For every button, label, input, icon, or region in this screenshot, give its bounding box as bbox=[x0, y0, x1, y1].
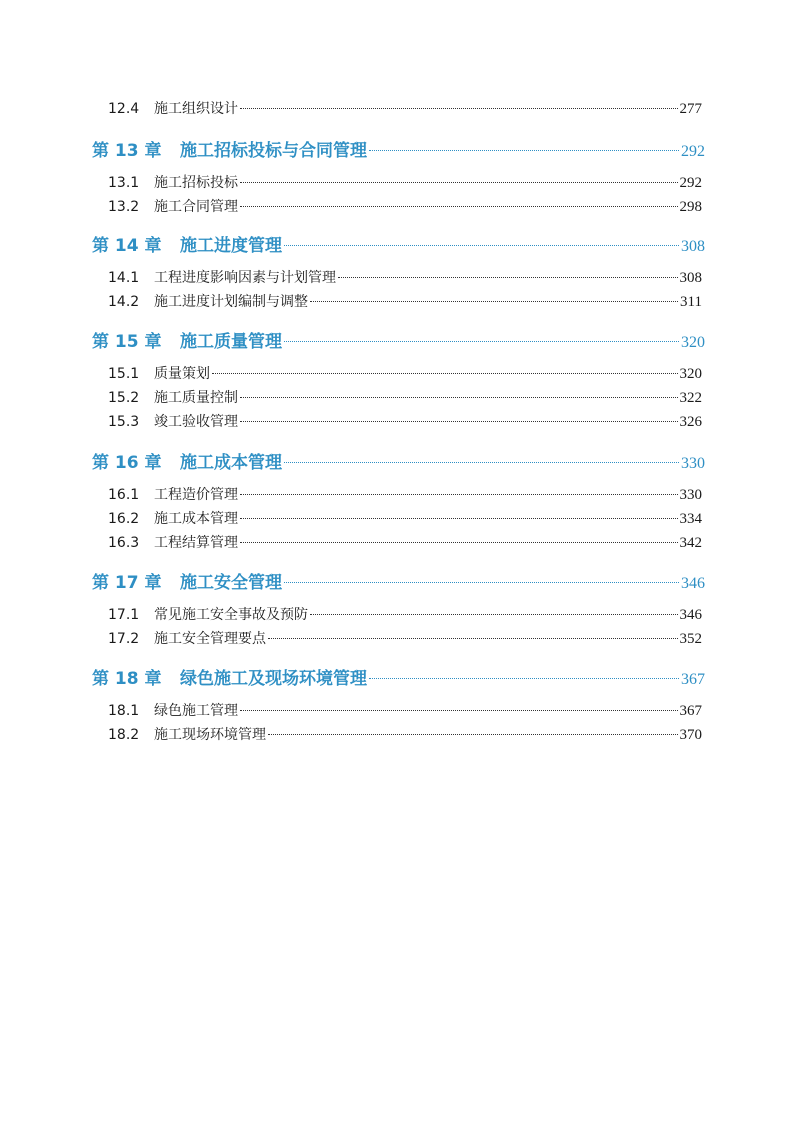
section-title: 施工组织设计 bbox=[154, 101, 238, 117]
toc-section-14-1[interactable] bbox=[108, 267, 702, 287]
toc-section-15-2[interactable] bbox=[108, 387, 702, 407]
chapter-number: 第 13 章 bbox=[92, 141, 162, 161]
chapter-title: 施工安全管理 bbox=[180, 573, 282, 593]
toc-chapter-13[interactable] bbox=[92, 136, 705, 161]
page-number: 330 bbox=[679, 487, 702, 503]
toc-section-18-2[interactable] bbox=[108, 724, 702, 744]
toc-section-12-4[interactable] bbox=[108, 98, 702, 118]
page-number: 311 bbox=[680, 294, 702, 310]
section-title: 常见施工安全事故及预防 bbox=[154, 607, 308, 623]
toc-section-17-1[interactable] bbox=[108, 604, 702, 624]
dot-leader bbox=[284, 245, 679, 246]
page-number: 308 bbox=[681, 238, 705, 255]
page-number: 342 bbox=[679, 535, 702, 551]
dot-leader bbox=[310, 301, 678, 302]
page-number: 367 bbox=[681, 671, 705, 688]
dot-leader bbox=[240, 518, 678, 519]
section-title: 施工安全管理要点 bbox=[154, 631, 266, 647]
section-number: 14.2 bbox=[108, 294, 140, 310]
dot-leader bbox=[212, 373, 678, 374]
toc-section-15-1[interactable] bbox=[108, 363, 702, 383]
dot-leader bbox=[369, 150, 679, 151]
dot-leader bbox=[284, 582, 679, 583]
chapter-number: 第 14 章 bbox=[92, 236, 162, 256]
section-number: 15.1 bbox=[108, 366, 140, 382]
page-number: 277 bbox=[679, 101, 702, 117]
toc-section-13-2[interactable] bbox=[108, 196, 702, 216]
page-number: 292 bbox=[681, 143, 705, 160]
chapter-title: 施工招标投标与合同管理 bbox=[180, 141, 367, 161]
section-number: 17.1 bbox=[108, 607, 140, 623]
toc-section-17-2[interactable] bbox=[108, 628, 702, 648]
section-title: 施工合同管理 bbox=[154, 199, 238, 215]
dot-leader bbox=[240, 421, 678, 422]
section-title: 工程结算管理 bbox=[154, 535, 238, 551]
toc-section-16-1[interactable] bbox=[108, 484, 702, 504]
page-number: 370 bbox=[679, 727, 702, 743]
section-title: 竣工验收管理 bbox=[154, 414, 238, 430]
page-number: 326 bbox=[679, 414, 702, 430]
dot-leader bbox=[240, 710, 678, 711]
page-number: 367 bbox=[679, 703, 702, 719]
chapter-number: 第 15 章 bbox=[92, 332, 162, 352]
toc-chapter-18[interactable] bbox=[92, 664, 705, 689]
page-number: 346 bbox=[679, 607, 702, 623]
section-number: 18.1 bbox=[108, 703, 140, 719]
toc-section-18-1[interactable] bbox=[108, 700, 702, 720]
section-number: 13.2 bbox=[108, 199, 140, 215]
page-number: 334 bbox=[679, 511, 702, 527]
toc-section-16-3[interactable] bbox=[108, 532, 702, 552]
dot-leader bbox=[240, 397, 678, 398]
page-number: 320 bbox=[681, 334, 705, 351]
section-number: 17.2 bbox=[108, 631, 140, 647]
dot-leader bbox=[284, 341, 679, 342]
section-title: 施工进度计划编制与调整 bbox=[154, 294, 308, 310]
section-number: 16.2 bbox=[108, 511, 140, 527]
section-number: 14.1 bbox=[108, 270, 140, 286]
section-title: 绿色施工管理 bbox=[154, 703, 238, 719]
chapter-title: 施工进度管理 bbox=[180, 236, 282, 256]
toc-chapter-16[interactable] bbox=[92, 448, 705, 473]
page-number: 322 bbox=[679, 390, 702, 406]
section-title: 施工招标投标 bbox=[154, 175, 238, 191]
dot-leader bbox=[240, 206, 678, 207]
dot-leader bbox=[369, 678, 679, 679]
section-title: 工程造价管理 bbox=[154, 487, 238, 503]
page-number: 298 bbox=[679, 199, 702, 215]
page-number: 292 bbox=[679, 175, 702, 191]
chapter-number: 第 16 章 bbox=[92, 453, 162, 473]
page-number: 352 bbox=[679, 631, 702, 647]
chapter-number: 第 17 章 bbox=[92, 573, 162, 593]
page-number: 308 bbox=[679, 270, 702, 286]
page-number: 320 bbox=[679, 366, 702, 382]
dot-leader bbox=[240, 542, 678, 543]
dot-leader bbox=[310, 614, 678, 615]
section-title: 工程进度影响因素与计划管理 bbox=[154, 270, 336, 286]
toc-section-13-1[interactable] bbox=[108, 172, 702, 192]
section-title: 质量策划 bbox=[154, 366, 210, 382]
dot-leader bbox=[268, 734, 678, 735]
dot-leader bbox=[240, 108, 678, 109]
chapter-title: 施工质量管理 bbox=[180, 332, 282, 352]
toc-section-16-2[interactable] bbox=[108, 508, 702, 528]
toc-section-14-2[interactable] bbox=[108, 291, 702, 311]
chapter-title: 绿色施工及现场环境管理 bbox=[180, 669, 367, 689]
section-title: 施工成本管理 bbox=[154, 511, 238, 527]
chapter-number: 第 18 章 bbox=[92, 669, 162, 689]
dot-leader bbox=[240, 494, 678, 495]
section-title: 施工现场环境管理 bbox=[154, 727, 266, 743]
page-number: 346 bbox=[681, 575, 705, 592]
toc-chapter-17[interactable] bbox=[92, 568, 705, 593]
dot-leader bbox=[284, 462, 679, 463]
dot-leader bbox=[338, 277, 678, 278]
dot-leader bbox=[268, 638, 678, 639]
section-number: 16.3 bbox=[108, 535, 140, 551]
toc-chapter-14[interactable] bbox=[92, 231, 705, 256]
section-number: 13.1 bbox=[108, 175, 140, 191]
section-number: 16.1 bbox=[108, 487, 140, 503]
section-number: 12.4 bbox=[108, 101, 140, 117]
page-number: 330 bbox=[681, 455, 705, 472]
chapter-title: 施工成本管理 bbox=[180, 453, 282, 473]
section-number: 15.2 bbox=[108, 390, 140, 406]
section-number: 18.2 bbox=[108, 727, 140, 743]
section-title: 施工质量控制 bbox=[154, 390, 238, 406]
toc-chapter-15[interactable] bbox=[92, 327, 705, 352]
section-number: 15.3 bbox=[108, 414, 140, 430]
toc-section-15-3[interactable] bbox=[108, 411, 702, 431]
dot-leader bbox=[240, 182, 678, 183]
